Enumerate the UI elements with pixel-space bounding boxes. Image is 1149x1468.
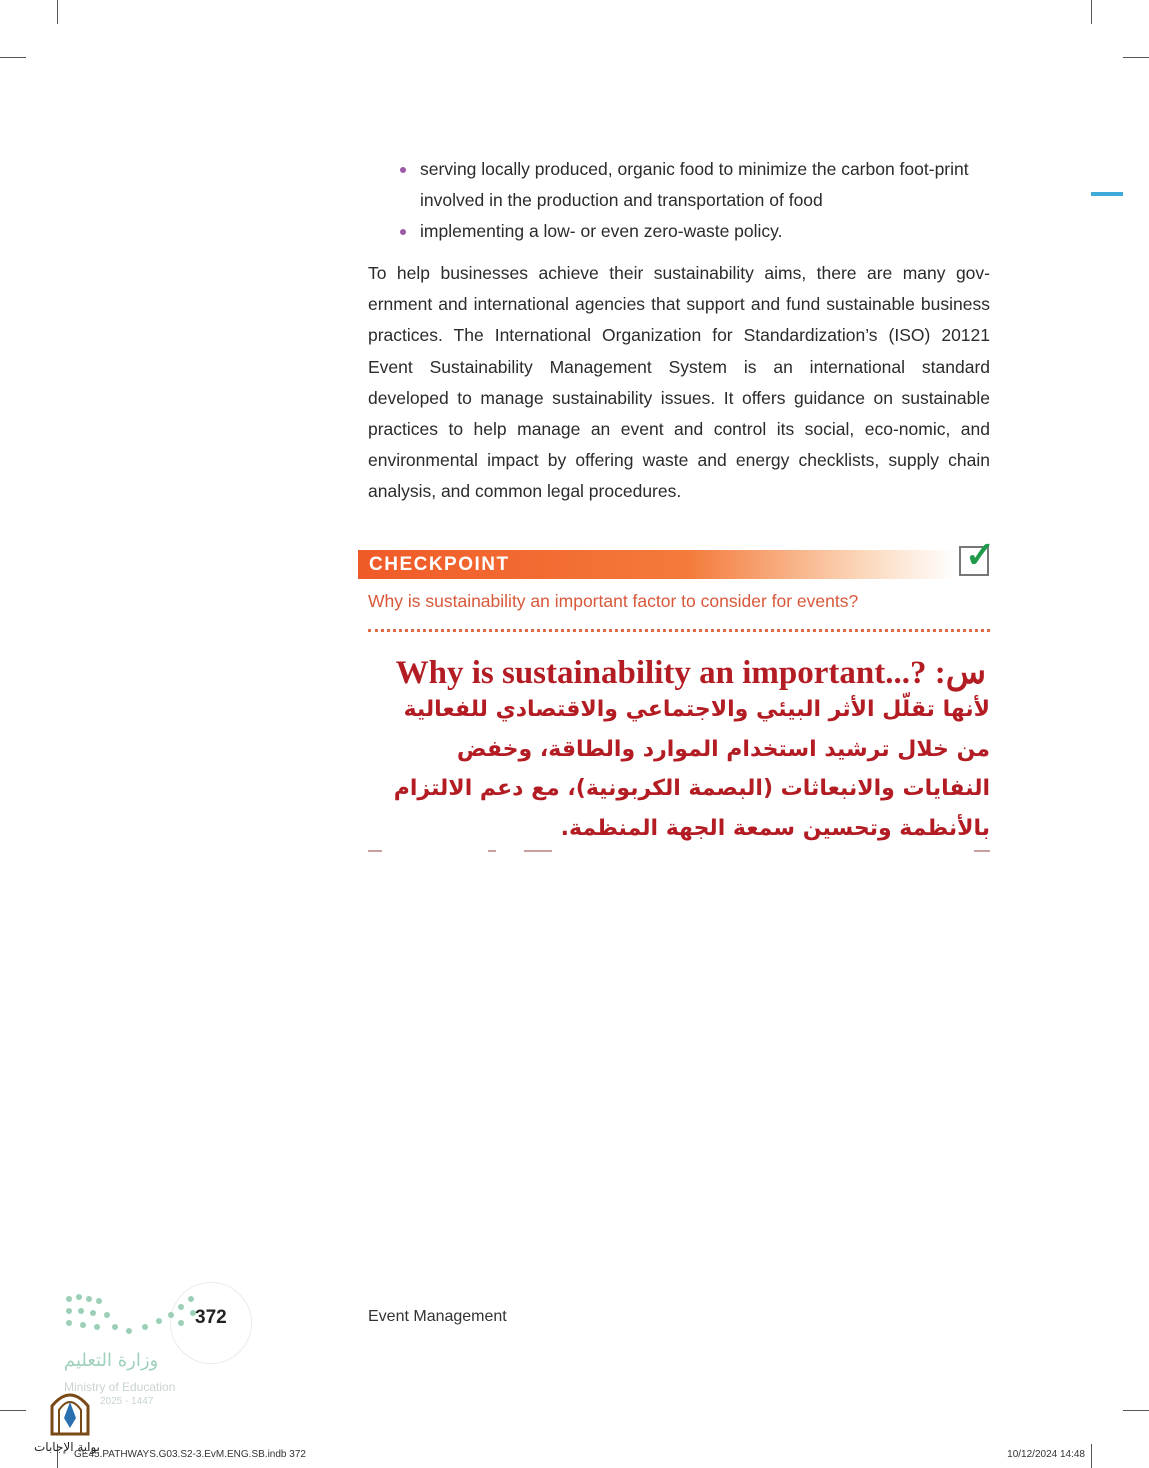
- crop-mark: [1123, 57, 1149, 58]
- checkpoint-header: [358, 550, 956, 579]
- bullet-icon: [400, 229, 406, 235]
- answer-overlay: [368, 650, 990, 850]
- page-number: 372: [195, 1307, 227, 1328]
- crop-mark: [1091, 0, 1092, 24]
- answer-underline: [524, 850, 552, 852]
- ministry-logo-dots-icon: [64, 1294, 198, 1334]
- crop-mark: [57, 0, 58, 24]
- answer-text: لأنها تقلّل الأثر البيئي والاجتماعي والاقتصادي للفعالية من خلال ترشيد استخدام الموارد والطاقة، وخفض النفايات والانبعاثات (البصمة الكربونية)، مع دعم الالتزام بالأنظمة وتحسين سمعة الجهة المنظمة.: [393, 697, 990, 841]
- bullet-icon: [400, 167, 406, 173]
- answers-gate-logo-icon: [48, 1388, 92, 1436]
- answer-underline: [368, 850, 382, 852]
- answer-underline: [488, 850, 496, 852]
- chapter-tab-marker: [1091, 192, 1123, 196]
- print-slug: GE45.PATHWAYS.G03.S2-3.EvM.ENG.SB.indb 372: [74, 1449, 306, 1460]
- crop-mark: [1091, 1444, 1092, 1468]
- list-item: serving locally produced, organic food to minimize the carbon foot-print involved in the production and transportation of food: [398, 154, 990, 216]
- ministry-year: 2025 - 1447: [100, 1396, 154, 1407]
- body-paragraph: To help businesses achieve their sustainability aims, there are many gov-ernment and international agencies that support and fund sustainable business practices. The International Organization for Standardization’s (ISO) 20121 Event Sustainability Management System is an international standard developed to manage sustainability issues. It offers guidance on sustainable practices to help manage an event and control its social, eco-nomic, and environmental impact by offering waste and energy checklists, supply chain analysis, and common legal procedures.: [368, 263, 990, 502]
- checkpoint-question: Why is sustainability an important factor to consider for events?: [368, 591, 859, 611]
- answer-question-line: س: Why is sustainability an important...?: [395, 655, 986, 691]
- list-item: implementing a low- or even zero-waste policy.: [398, 216, 990, 247]
- book-title: Event Management: [368, 1308, 507, 1325]
- crop-mark: [1123, 1410, 1149, 1411]
- answer-underline: [974, 850, 990, 852]
- dotted-answer-line: [368, 629, 990, 632]
- checkpoint-title: CHECKPOINT: [369, 554, 510, 575]
- bullet-list: [398, 154, 990, 247]
- crop-mark: [0, 1410, 26, 1411]
- site-label: بوابة الإجابات: [34, 1440, 101, 1454]
- ministry-name-arabic: وزارة التعليم: [64, 1350, 159, 1371]
- ministry-name-english: Ministry of Education: [64, 1380, 176, 1394]
- crop-mark: [0, 57, 26, 58]
- print-timestamp: 10/12/2024 14:48: [1007, 1449, 1085, 1460]
- checkmark-icon: ✓: [959, 546, 989, 576]
